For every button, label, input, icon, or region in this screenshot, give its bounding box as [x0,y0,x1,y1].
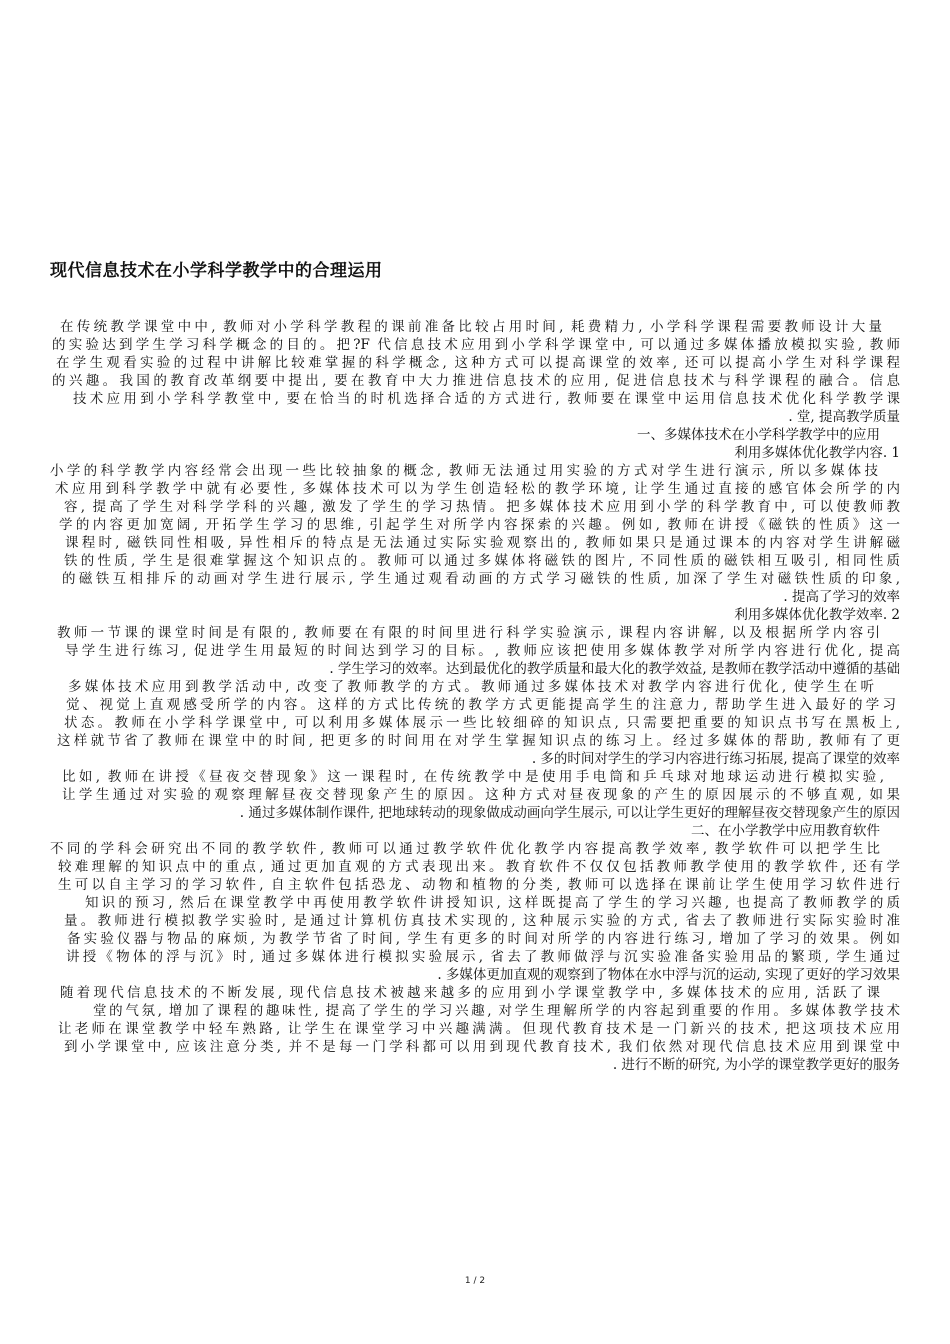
text-line: 术应用到科学教学中就有必要性, 多媒体技术可以为学生创造轻松的教学环境, 让学生通过直接的感官体会所学的内 [55,481,900,497]
text-line: . 多媒体更加直观的观察到了物体在水中浮与沉的运动, 实现了更好的学习效果 [437,967,900,983]
subsection-heading: 利用多媒体优化教学效率. 2 [734,607,900,623]
text-line: 课程时, 磁铁同性相吸, 异性相斥的特点是无法通过实际实验观察出的, 教师如果只是通过课本的内容对学生讲解磁 [65,535,900,551]
text-line: 在传统教学课堂中中, 教师对小学科学教程的课前准备比较占用时间, 耗费精力, 小学科学课程需要教师设计大量 [60,319,882,335]
text-line: 生可以自主学习的学习软件, 自主软件包括恐龙、动物和植物的分类, 教师可以选择在课前让学生使用学习软件进行 [58,877,900,893]
text-line: 知识的预习, 然后在课堂教学中再使用教学软件讲授知识, 这样既提高了学生的学习兴趣, 也提高了教师教学的质 [85,895,900,911]
text-line: 备实验仪器与物品的麻烦, 为教学节省了时间, 学生有更多的时间对所学的内容进行练习, 增加了学习的效果。例如 [67,931,900,947]
text-line: . 多的时间对学生的学习内容进行练习拓展, 提高了课堂的效率 [531,751,900,767]
text-line: 的实验达到学生学习科学概念的目的。把?F 代信息技术应用到小学科学课堂中, 可以通过多媒体播放模拟实验, 教师 [52,337,900,353]
text-line: 状态。教师在小学科学课堂中, 可以利用多媒体展示一些比较细碎的知识点, 只需要把重要的知识点书写在黑板上, [64,715,900,731]
page-number: 1 / 2 [464,1276,486,1286]
section-heading: 二、在小学教学中应用教育软件 [691,823,880,839]
document-title: 现代信息技术在小学科学教学中的合理运用 [50,261,383,281]
text-line: 堂的气氛, 增加了课程的趣味性, 提高了学生的学习兴趣, 对学生理解所学的内容起到重要的作用。多媒体教学技术 [93,1003,900,1019]
text-line: 铁的性质, 学生是很难掌握这个知识点的。教师可以通过多媒体将磁铁的图片, 不同性质的磁铁相互吸引, 相同性质 [64,553,900,569]
text-line: 较难理解的知识点中的重点, 通过更加直观的方式表现出来。教育软件不仅仅包括教师教学使用的教学软件, 还有学 [58,859,900,875]
text-line: 的兴趣。我国的教育改革纲要中提出, 要在教育中大力推进信息技术的应用, 促进信息技术与科学课程的融合。信息 [52,373,900,389]
text-line: 讲授《物体的浮与沉》时, 通过多媒体进行模拟实验展示, 省去了教师做浮与沉实验准备实验用品的繁琐, 学生通过 [66,949,900,965]
text-line: 在学生观看实验的过程中讲解比较难掌握的科学概念, 这种方式可以提高课堂的效率, 还可以提高小学生对科学课程 [56,355,900,371]
text-line: 导学生进行练习, 促进学生用最短的时间达到学习的目标。, 教师应该把使用多媒体教学对所学内容进行优化, 提高 [65,643,900,659]
text-line: 技术应用到小学科学教堂中, 要在恰当的时机选择合适的方式进行, 教师要在课堂中运用信息技术优化科学教学课 [73,391,900,407]
text-line: 到小学课堂中, 应该注意分类, 并不是每一门学科都可以用到现代教育技术, 我们依然对现代信息技术应用到课堂中 [64,1039,900,1055]
text-line: 教师一节课的课堂时间是有限的, 教师要在有限的时间里进行科学实验演示, 课程内容讲解, 以及根据所学内容引 [57,625,880,641]
text-line: 容, 提高了学生对科学学科的兴趣, 激发了学生的学习热情。把多媒体技术应用到小学的科学教育中, 可以使教师教 [64,499,900,515]
text-line: . 提高了学习的效率 [783,589,900,605]
text-line: . 通过多媒体制作课件, 把地球转动的现象做成动画向学生展示, 可以让学生更好的理解昼夜交替现象产生的原因 [239,805,900,821]
text-line: 多媒体技术应用到教学活动中, 改变了教师教学的方式。教师通过多媒体技术对教学内容进行优化, 使学生在听 [68,679,874,695]
text-line: 比如, 教师在讲授《昼夜交替现象》这一课程时, 在传统教学中是使用手电筒和乒乓球对地球运动进行模拟实验, [62,769,884,785]
text-line: 让学生通过对实验的观察理解昼夜交替现象产生的原因。这种方式对昼夜现象的产生的原因展示的不够直观, 如果 [62,787,900,803]
text-line: . 堂, 提高教学质量 [788,409,900,425]
text-line: 小学的科学教学内容经常会出现一些比较抽象的概念, 教师无法通过用实验的方式对学生进行演示, 所以多媒体技 [50,463,878,479]
text-line: . 进行不断的研究, 为小学的课堂教学更好的服务 [612,1057,900,1073]
text-line: 不同的学科会研究出不同的教学软件, 教师可以通过教学软件优化教学内容提高教学效率, 教学软件可以把学生比 [50,841,880,857]
text-line: 学的内容更加宽阔, 开拓学生学习的思维, 引起学生对所学内容探索的兴趣。例如, 教师在讲授《磁铁的性质》这一 [59,517,900,533]
text-line: 让老师在课堂教学中轻车熟路, 让学生在课堂学习中兴趣满满。但现代教育技术是一门新兴的技术, 把这项技术应用 [58,1021,900,1037]
text-line: 随着现代信息技术的不断发展, 现代信息技术被越来越多的应用到小学课堂教学中, 多媒体技术的应用, 活跃了课 [60,985,880,1001]
subsection-heading: 利用多媒体优化教学内容. 1 [734,445,900,461]
text-line: 这样就节省了教师在课堂中的时间, 把更多的时间用在对学生掌握知识点的练习上。经过多媒体的帮助, 教师有了更 [57,733,900,749]
text-line: 觉、视觉上直观感受所学的内容。这样的方式比传统的教学方式更能提高学生的注意力, 帮助学生进入最好的学习 [66,697,896,713]
section-heading: 一、多媒体技术在小学科学教学中的应用 [637,427,880,443]
text-line: 的磁铁互相排斥的动画对学生进行展示, 学生通过观看动画的方式学习磁铁的性质, 加深了学生对磁铁性质的印象, [62,571,900,587]
text-line: . 学生学习的效率。达到最优化的教学质量和最大化的教学效益, 是教师在教学活动中遵循的基础 [329,661,900,677]
text-line: 量。教师进行模拟教学实验时, 是通过计算机仿真技术实现的, 这种展示实验的方式, 省去了教师进行实际实验时准 [64,913,900,929]
